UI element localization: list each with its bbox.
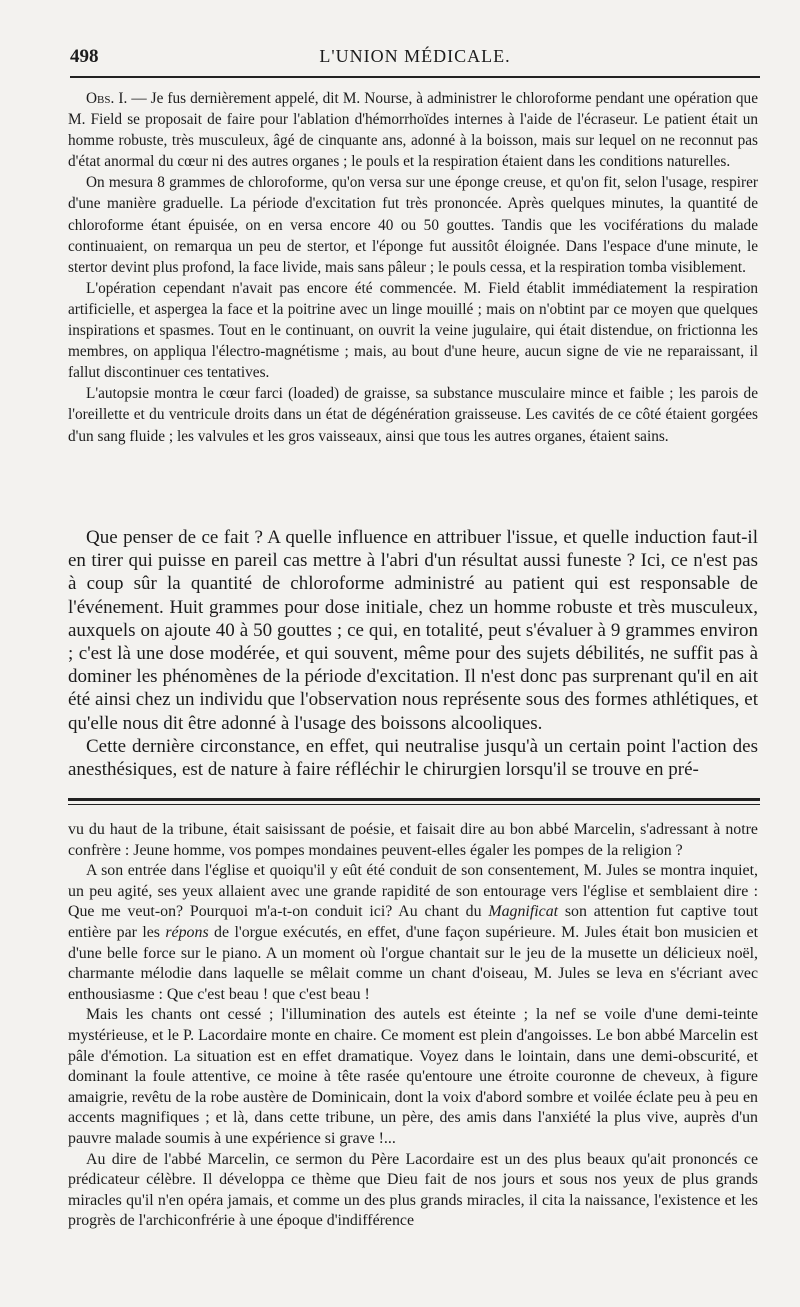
feuilleton-paragraph-3: Mais les chants ont cessé ; l'illumination des autels est éteinte ; la nef se voile d'une demi-teinte mystérieuse, et le P. Lacordaire monte en chaire. Ce moment est plein d'angoisses. Le bon abbé Marcelin est pâle d'émotion. La situation est en effet dramatique. Voyez dans le lointain, dans une demi-obscurité, et dominant la foule attentive, ce moine à tête rasée qu'entoure une étroite couronne de cheveux, à figure amaigrie, revêtu de la robe austère de Dominicain, dont la voix d'abord sombre et voilée éclate peu à peu en accents magnifiques ; et là, dans cette tribune, un père, des amis dans l'anxiété la plus vive, auprès d'un pauvre malade soumis à une expérience si grave !... xyxy=(68,1006,758,1147)
feuilleton-divider xyxy=(68,798,760,810)
feuilleton-text-2c: de l'orgue exécutés, en effet, d'une façon supérieure. M. Jules était bon musicien et d'une belle force sur le piano. A un moment où l'orgue chantait sur le jeu de la musette un délicieux noël, charmante mélodie dans laquelle se mêlait comme un chant d'oiseau, M. Jules se leva en s'écriant avec enthousiasme : Que c'est beau ! que c'est beau ! xyxy=(68,923,758,1003)
commentary-paragraph-2: Cette dernière circonstance, en effet, qui neutralise jusqu'à un certain point l'action des anesthésiques, est de nature à faire réfléchir le chirurgien lorsqu'il se trouve en pré- xyxy=(68,735,758,781)
observation-paragraph-4: L'autopsie montra le cœur farci (loaded) de graisse, sa substance musculaire mince et faible ; les parois de l'oreillette et du ventricule droits dans un état de dégénération graisseuse. Les cavités de ce côté étaient gorgées d'un sang fluide ; les valvules et les gros vaisseaux, ainsi que tous les autres organes, étaient sains. xyxy=(68,385,758,445)
commentary-paragraph-1: Que penser de ce fait ? A quelle influence en attribuer l'issue, et quelle induction faut-il en tirer qui puisse en pareil cas mettre à l'abri d'un résultat aussi funeste ? Ici, ce n'est pas à coup sûr la quantité de chloroforme administré au patient qui est responsable de l'événement. Huit grammes pour dose initiale, chez un homme robuste et très musculeux, auxquels on ajoute 40 à 50 gouttes ; ce qui, en totalité, peut s'évaluer à 9 grammes environ ; c'est là une dose modérée, et qui souvent, même pour des sujets débilités, ne suffit pas à dominer les phénomènes de la période d'excitation. Il n'est donc pas surprenant qu'il en ait été ainsi chez un individu que l'observation nous représente sous des formes athlétiques, et qu'elle nous dit être adonné à l'usage des boissons alcooliques. xyxy=(68,527,758,734)
observation-label: Obs. I. xyxy=(86,90,128,107)
commentary-section xyxy=(68,526,758,781)
feuilleton-paragraph-1: vu du haut de la tribune, était saisissant de poésie, et faisait dire au bon abbé Marcelin, s'adressant à notre confrère : Jeune homme, vos pompes mondaines peuvent-elles égaler les pompes de la religion ? xyxy=(68,821,758,859)
feuilleton-section xyxy=(68,820,758,1232)
observation-section xyxy=(68,88,758,447)
repons-term: répons xyxy=(165,923,209,941)
feuilleton-text-2a: A son entrée dans l'église et quoiqu'il y eût été conduit de son consentement, M. Jules se montra inquiet, un peu agité, ses yeux allaient avec une grande rapidité de son entourage vers l'église et semblaient dire : Que me veut-on? Pourquoi m'a-t-on conduit ici? Au chant du xyxy=(68,862,758,921)
page-header xyxy=(70,40,760,72)
magnificat-title: Magnificat xyxy=(488,903,559,921)
divider-thick-rule xyxy=(68,798,760,801)
page-number: 498 xyxy=(70,46,99,67)
feuilleton-paragraph-4: Au dire de l'abbé Marcelin, ce sermon du Père Lacordaire est un des plus beaux qu'ait prononcés ce prédicateur célèbre. Il développa ce thème que Dieu fait de nos jours et sous nos yeux de plus grands miracles qu'il n'en opéra jamais, et comme un des plus grands miracles, il cita la naissance, l'existence et les progrès de l'archiconfrérie à une époque d'indifférence xyxy=(68,1150,758,1230)
observation-text-1: — Je fus dernièrement appelé, dit M. Nourse, à administrer le chloroforme pendant une opération que M. Field se proposait de faire pour l'ablation d'hémorrhoïdes internes à l'aide de l'écraseur. Le patient était un homme robuste, très musculeux, âgé de cinquante ans, adonné à la boisson, mais sur lequel on ne reconnut pas d'état anormal du cœur ni des autres organes ; le pouls et la respiration étaient dans les conditions naturelles. xyxy=(68,90,758,171)
divider-thin-rule xyxy=(68,804,760,805)
header-rule xyxy=(70,76,760,78)
feuilleton-paragraph-2 xyxy=(68,861,758,1005)
observation-paragraph-1 xyxy=(68,88,758,172)
feuilleton-text-2b: son attention fut captive tout entière par les xyxy=(68,903,758,941)
observation-paragraph-2: On mesura 8 grammes de chloroforme, qu'on versa sur une éponge creuse, et qu'on fit, selon l'usage, respirer d'une manière graduelle. La période d'excitation fut très prononcée. Après quelques minutes, la quantité de chloroforme étant épuisée, on en versa encore 40 ou 50 gouttes. Tandis que les vociférations du malade continuaient, on remarqua un peu de stertor, et l'éponge fut aussitôt éloignée. Dans l'espace d'une minute, le stertor devint plus profond, la face livide, mais sans pâleur ; le pouls cessa, et la respiration tomba visiblement. xyxy=(68,174,758,276)
observation-paragraph-3: L'opération cependant n'avait pas encore été commencée. M. Field établit immédiatement la respiration artificielle, et aspergea la face et la poitrine avec un linge mouillé ; mais on n'obtint par ce moyen que quelques inspirations et spasmes. Tout en le continuant, on ouvrit la veine jugulaire, qui était distendue, on frictionna les membres, on appliqua l'électro-magnétisme ; mais, au bout d'une heure, aucun signe de vie ne reparaissant, il fallut discontinuer ces tentatives. xyxy=(68,279,758,382)
running-title: L'UNION MÉDICALE. xyxy=(319,46,511,66)
